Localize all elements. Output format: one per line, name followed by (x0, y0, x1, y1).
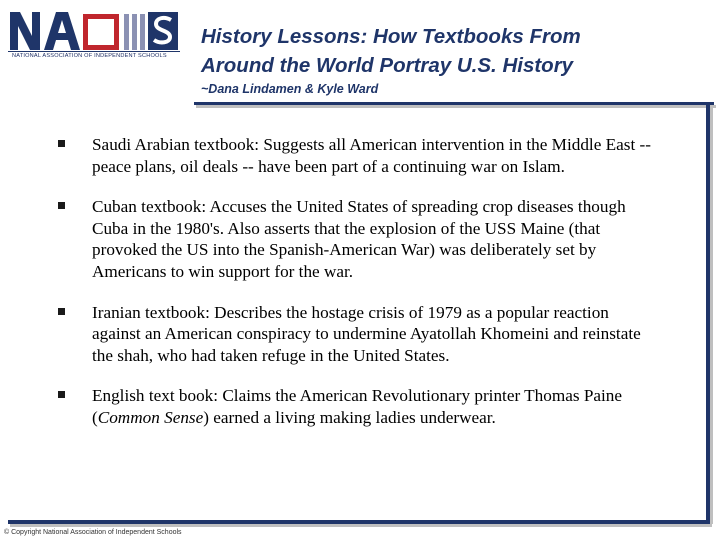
bullet-iranian (58, 302, 658, 367)
logo-letter-a (44, 12, 80, 50)
logo-caption: NATIONAL ASSOCIATION OF INDEPENDENT SCHOOLS (12, 53, 167, 59)
header-rule (194, 102, 714, 105)
bullet-text: Saudi Arabian textbook: Suggests all American intervention in the Middle East -- peace plans, oil deals -- have been part of a continuing war on Islam. (92, 135, 651, 176)
logo-letter-s (148, 12, 178, 50)
square-bullet-icon (58, 391, 65, 398)
copyright-footer: © Copyright National Association of Independent Schools (4, 529, 182, 536)
logo-letter-i-stripes (124, 14, 145, 50)
frame-right-shadow (710, 106, 713, 524)
frame-right (706, 104, 710, 522)
bullet-text-italic: Common Sense (97, 407, 204, 427)
square-bullet-icon (58, 308, 65, 315)
frame-bottom (8, 520, 710, 524)
bullet-cuban (58, 196, 658, 282)
slide-title (201, 22, 701, 80)
slide-authors: ~Dana Lindamen & Kyle Ward (201, 82, 379, 96)
header-rule-shadow (196, 105, 716, 108)
nais-logo-mark (8, 8, 180, 52)
logo-letter-n (10, 12, 40, 50)
bullet-text: Iranian textbook: Describes the hostage crisis of 1979 as a popular reaction against an American conspiracy to undermine Ayatollah Khomeini and reinstate the shah, who had taken refuge in the United States. (92, 302, 641, 365)
frame-bottom-shadow (10, 524, 712, 527)
bullet-english (58, 385, 658, 428)
bullet-text-after: ) earned a living making ladies underwear. (203, 407, 496, 427)
square-bullet-icon (58, 140, 65, 147)
slide-title-line-1: History Lessons: How Textbooks From (201, 25, 581, 48)
bullet-list (58, 134, 658, 448)
bullet-text: Cuban textbook: Accuses the United States of spreading crop diseases though Cuba in the 1980's. Also asserts that the explosion of the USS Maine (that provoked the US into the Spanish-American War) was deliberately set by Americans to win support for the war. (92, 197, 626, 281)
nais-logo (8, 8, 180, 66)
slide-title-line-2: Around the World Portray U.S. History (201, 54, 574, 77)
bullet-text-before: English text book: Claims the American Revolutionary printer Thomas Paine ( (92, 386, 623, 427)
square-bullet-icon (58, 202, 65, 209)
bullet-saudi (58, 134, 658, 177)
